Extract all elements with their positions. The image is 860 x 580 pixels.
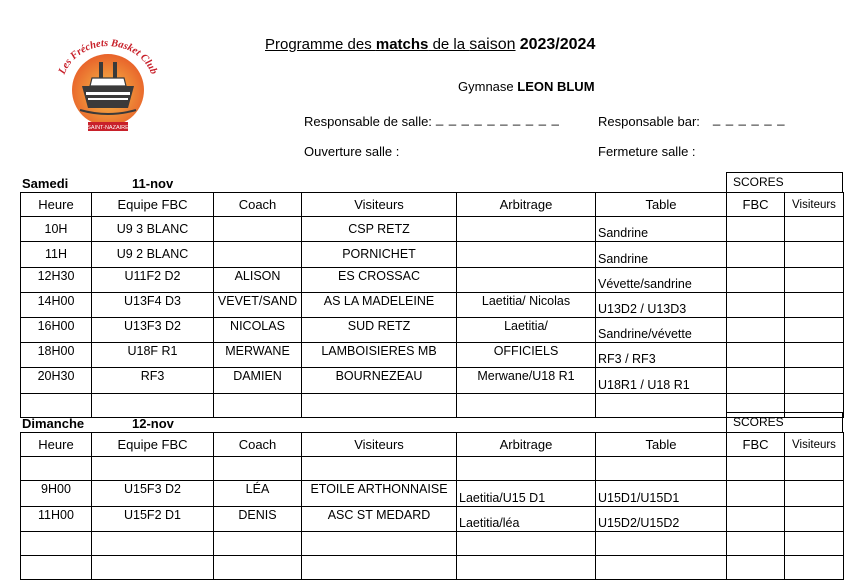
cell-score-fbc <box>727 368 785 393</box>
cell-arbitrage: OFFICIELS <box>457 343 596 368</box>
col-table: Table <box>596 433 727 457</box>
saturday-table <box>20 192 844 418</box>
cell-arbitrage <box>457 267 596 292</box>
col-equipe: Equipe FBC <box>92 193 214 217</box>
cell-score-visiteurs <box>785 217 844 242</box>
cell-arbitrage: Laetitia/ <box>457 317 596 342</box>
cell-score-visiteurs <box>785 242 844 267</box>
resp-salle-blank: _ _ _ _ _ _ _ _ _ _ <box>436 111 560 126</box>
resp-salle-label: Responsable de salle: <box>304 114 432 129</box>
col-fbc: FBC <box>727 193 785 217</box>
cell-visiteurs: ETOILE ARTHONNAISE <box>302 481 457 506</box>
cell-coach <box>214 242 302 267</box>
cell-visiteurs: LAMBOISIERES MB <box>302 343 457 368</box>
table-header-row <box>21 193 844 217</box>
resp-bar-label: Responsable bar: <box>598 114 700 129</box>
cell-heure: 10H <box>21 217 92 242</box>
table-row <box>21 317 844 342</box>
cell-equipe: U18F R1 <box>92 343 214 368</box>
cell-equipe: RF3 <box>92 368 214 393</box>
col-heure: Heure <box>21 193 92 217</box>
cell-coach: VEVET/SAND <box>214 292 302 317</box>
cell-visiteurs: AS LA MADELEINE <box>302 292 457 317</box>
saturday-scores-header: SCORES <box>726 172 843 193</box>
table-row <box>21 343 844 368</box>
cell-coach: LÉA <box>214 481 302 506</box>
cell-table: Vévette/sandrine <box>596 267 727 292</box>
cell-equipe: U13F4 D3 <box>92 292 214 317</box>
cell-coach: MERWANE <box>214 343 302 368</box>
cell-arbitrage: Laetitia/léa <box>457 506 596 531</box>
cell-heure: 18H00 <box>21 343 92 368</box>
cell-score-visiteurs <box>785 343 844 368</box>
cell-heure: 9H00 <box>21 481 92 506</box>
cell-heure: 14H00 <box>21 292 92 317</box>
cell-score-fbc <box>727 242 785 267</box>
cell-table: Sandrine/vévette <box>596 317 727 342</box>
saturday-date: 11-nov <box>132 176 174 191</box>
table-row-empty <box>21 531 844 555</box>
cell-score-fbc <box>727 292 785 317</box>
col-table: Table <box>596 193 727 217</box>
table-row <box>21 292 844 317</box>
table-row <box>21 267 844 292</box>
cell-arbitrage: Merwane/U18 R1 <box>457 368 596 393</box>
cell-arbitrage: Laetitia/U15 D1 <box>457 481 596 506</box>
cell-table: U13D2 / U13D3 <box>596 292 727 317</box>
cell-equipe: U15F3 D2 <box>92 481 214 506</box>
table-header-row <box>21 433 844 457</box>
table-row-empty <box>21 393 844 417</box>
table-row-empty <box>21 457 844 481</box>
cell-score-visiteurs <box>785 317 844 342</box>
table-row <box>21 506 844 531</box>
col-coach: Coach <box>214 433 302 457</box>
cell-equipe: U13F3 D2 <box>92 317 214 342</box>
cell-score-fbc <box>727 343 785 368</box>
cell-table: Sandrine <box>596 242 727 267</box>
cell-score-fbc <box>727 317 785 342</box>
gym-line: Gymnase LEON BLUM <box>458 79 595 94</box>
cell-score-visiteurs <box>785 368 844 393</box>
cell-equipe: U11F2 D2 <box>92 267 214 292</box>
col-fbc: FBC <box>727 433 785 457</box>
table-row <box>21 368 844 393</box>
cell-equipe: U15F2 D1 <box>92 506 214 531</box>
cell-score-fbc <box>727 267 785 292</box>
cell-heure: 11H00 <box>21 506 92 531</box>
col-arbitrage: Arbitrage <box>457 433 596 457</box>
col-visiteurs: Visiteurs <box>302 433 457 457</box>
cell-arbitrage: Laetitia/ Nicolas <box>457 292 596 317</box>
cell-visiteurs: BOURNEZEAU <box>302 368 457 393</box>
cell-coach <box>214 217 302 242</box>
cell-visiteurs: CSP RETZ <box>302 217 457 242</box>
cell-heure: 20H30 <box>21 368 92 393</box>
sunday-date: 12-nov <box>132 416 174 431</box>
col-arbitrage: Arbitrage <box>457 193 596 217</box>
cell-coach: NICOLAS <box>214 317 302 342</box>
col-visiteurs-score: Visiteurs <box>785 433 844 457</box>
fermeture-label: Fermeture salle : <box>598 144 696 159</box>
cell-table: RF3 / RF3 <box>596 343 727 368</box>
club-logo <box>52 38 164 134</box>
cell-table: Sandrine <box>596 217 727 242</box>
cell-heure: 11H <box>21 242 92 267</box>
cell-visiteurs: PORNICHET <box>302 242 457 267</box>
col-coach: Coach <box>214 193 302 217</box>
cell-table: U15D2/U15D2 <box>596 506 727 531</box>
cell-score-fbc <box>727 481 785 506</box>
resp-bar-blank: _ _ _ _ _ _ <box>713 111 786 126</box>
cell-table: U18R1 / U18 R1 <box>596 368 727 393</box>
cell-score-visiteurs <box>785 292 844 317</box>
cell-heure: 16H00 <box>21 317 92 342</box>
cell-table: U15D1/U15D1 <box>596 481 727 506</box>
cell-score-fbc <box>727 506 785 531</box>
logo-city: SAINT-NAZAIRE <box>87 125 129 131</box>
cell-equipe: U9 3 BLANC <box>92 217 214 242</box>
cell-visiteurs: ES CROSSAC <box>302 267 457 292</box>
table-row <box>21 481 844 506</box>
cell-score-visiteurs <box>785 481 844 506</box>
cell-arbitrage <box>457 217 596 242</box>
col-visiteurs: Visiteurs <box>302 193 457 217</box>
sunday-scores-header: SCORES <box>726 412 843 433</box>
cell-heure: 12H30 <box>21 267 92 292</box>
cell-score-visiteurs <box>785 267 844 292</box>
table-row <box>21 217 844 242</box>
cell-score-visiteurs <box>785 506 844 531</box>
table-row <box>21 242 844 267</box>
cell-coach: DENIS <box>214 506 302 531</box>
cell-equipe: U9 2 BLANC <box>92 242 214 267</box>
cell-coach: DAMIEN <box>214 368 302 393</box>
logo-arc-text: Les Fréchets Basket Club <box>56 38 160 77</box>
col-visiteurs-score: Visiteurs <box>785 193 844 217</box>
ouverture-label: Ouverture salle : <box>304 144 400 159</box>
col-equipe: Equipe FBC <box>92 433 214 457</box>
cell-score-fbc <box>727 217 785 242</box>
page-title: Programme des matchs de la saison 2023/2024 <box>265 36 596 53</box>
col-heure: Heure <box>21 433 92 457</box>
table-row-empty <box>21 555 844 579</box>
saturday-day: Samedi <box>22 176 69 191</box>
cell-coach: ALISON <box>214 267 302 292</box>
sunday-day: Dimanche <box>22 416 85 431</box>
cell-arbitrage <box>457 242 596 267</box>
cell-visiteurs: SUD RETZ <box>302 317 457 342</box>
sunday-table <box>20 432 844 580</box>
cell-visiteurs: ASC ST MEDARD <box>302 506 457 531</box>
